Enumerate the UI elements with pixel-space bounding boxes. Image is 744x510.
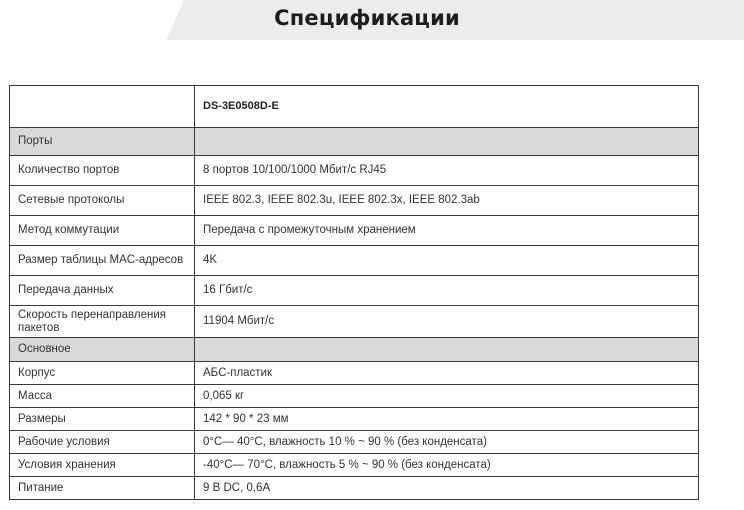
header-empty-cell xyxy=(10,86,195,128)
row-value: 16 Гбит/с xyxy=(195,276,699,306)
row-label: Размеры xyxy=(10,408,195,431)
section-label: Основное xyxy=(10,338,195,362)
table-row xyxy=(10,477,699,500)
row-value: 4K xyxy=(195,246,699,276)
table-row xyxy=(10,385,699,408)
row-value: Передача с промежуточным хранением xyxy=(195,216,699,246)
row-value: 9 В DC, 0,6А xyxy=(195,477,699,500)
table-row xyxy=(10,276,699,306)
page-title: Спецификации xyxy=(274,6,460,30)
table-header-row xyxy=(10,86,699,128)
row-value: АБС-пластик xyxy=(195,362,699,385)
row-value: 0,065 кг xyxy=(195,385,699,408)
section-row-ports xyxy=(10,128,699,156)
row-label: Рабочие условия xyxy=(10,431,195,454)
table-row xyxy=(10,306,699,338)
row-value: 11904 Мбит/с xyxy=(195,306,699,338)
row-value: 142 * 90 * 23 мм xyxy=(195,408,699,431)
row-label: Передача данных xyxy=(10,276,195,306)
table-row xyxy=(10,408,699,431)
table-row xyxy=(10,454,699,477)
row-label: Размер таблицы MAC-адресов xyxy=(10,246,195,276)
row-value: 0°C— 40°C, влажность 10 % ~ 90 % (без конденсата) xyxy=(195,431,699,454)
section-label: Порты xyxy=(10,128,195,156)
table-row xyxy=(10,216,699,246)
table-row xyxy=(10,431,699,454)
table-row xyxy=(10,362,699,385)
row-label: Скорость перенаправления пакетов xyxy=(10,306,195,338)
row-label: Метод коммутации xyxy=(10,216,195,246)
model-header: DS-3E0508D-E xyxy=(195,86,699,128)
table-row xyxy=(10,246,699,276)
row-value: IEEE 802.3, IEEE 802.3u, IEEE 802.3x, IEEE 802.3ab xyxy=(195,186,699,216)
row-value: -40°C— 70°C, влажность 5 % ~ 90 % (без конденсата) xyxy=(195,454,699,477)
table-row xyxy=(10,186,699,216)
row-label: Корпус xyxy=(10,362,195,385)
row-label: Питание xyxy=(10,477,195,500)
row-label: Условия хранения xyxy=(10,454,195,477)
row-label: Количество портов xyxy=(10,156,195,186)
table-row xyxy=(10,156,699,186)
row-label: Масса xyxy=(10,385,195,408)
section-row-general xyxy=(10,338,699,362)
row-value: 8 портов 10/100/1000 Мбит/c RJ45 xyxy=(195,156,699,186)
section-empty-cell xyxy=(195,338,699,362)
spec-table xyxy=(9,85,699,500)
section-empty-cell xyxy=(195,128,699,156)
row-label: Сетевые протоколы xyxy=(10,186,195,216)
